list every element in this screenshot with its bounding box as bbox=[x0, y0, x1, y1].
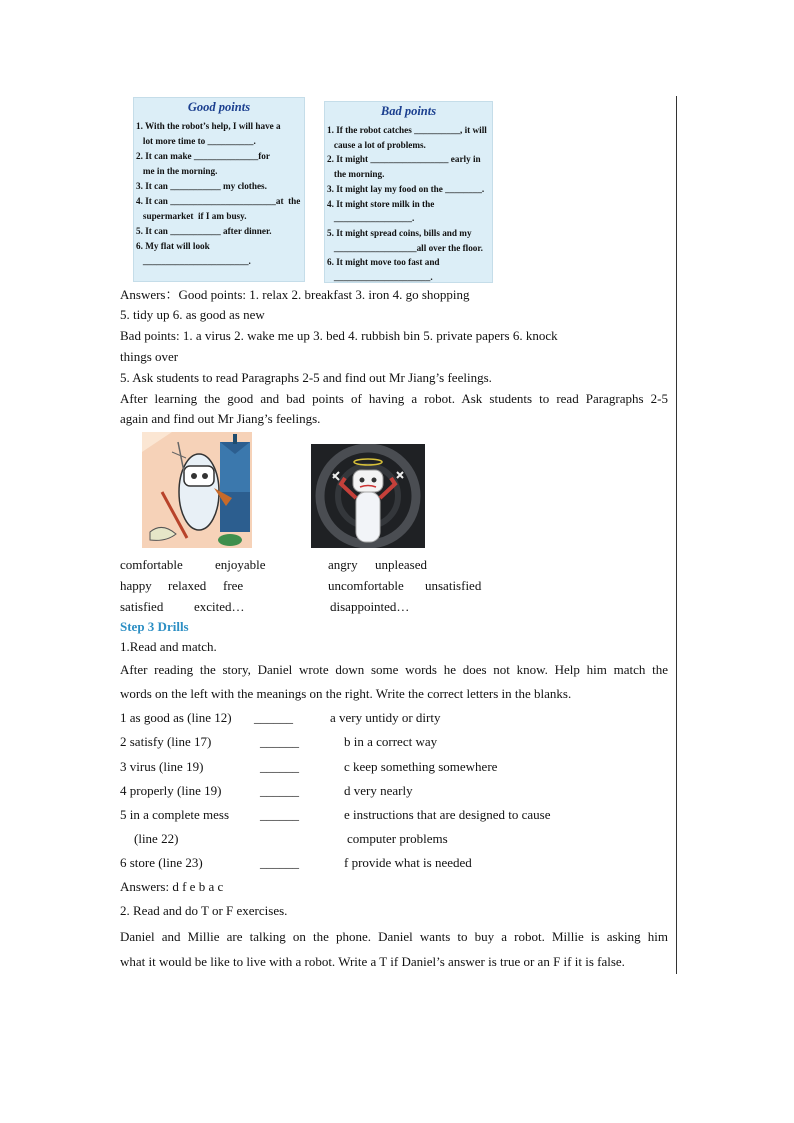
task1-para-line-2: words on the left with the meanings on the right. Write the correct letters in the blanks. bbox=[120, 686, 572, 701]
good-points-title: Good points bbox=[187, 100, 251, 114]
task2-heading: 2. Read and do T or F exercises. bbox=[120, 903, 288, 918]
match-blank: ______ bbox=[260, 783, 299, 798]
feeling-word: excited… bbox=[194, 599, 245, 614]
match-right: a very untidy or dirty bbox=[330, 710, 441, 725]
match-right: c keep something somewhere bbox=[344, 759, 498, 774]
bad-points-line: 5. It might spread coins, bills and my bbox=[327, 227, 472, 238]
bad-points-line: 3. It might lay my food on the ________. bbox=[327, 183, 485, 194]
task5-heading: 5. Ask students to read Paragraphs 2-5 and find out Mr Jiang’s feelings. bbox=[120, 370, 492, 385]
bad-points-title: Bad points bbox=[380, 104, 437, 118]
task1-heading: 1.Read and match. bbox=[120, 639, 217, 654]
feeling-word: disappointed… bbox=[330, 599, 410, 614]
step3-heading: Step 3 Drills bbox=[120, 619, 189, 634]
match-answers: Answers: d f e b a c bbox=[120, 879, 224, 894]
feeling-word: relaxed bbox=[168, 578, 207, 593]
bad-points-line: 6. It might move too fast and bbox=[327, 257, 440, 268]
good-points-line: 5. It can ___________ after dinner. bbox=[136, 226, 272, 236]
feeling-word: uncomfortable bbox=[328, 578, 404, 593]
good-points-line: 4. It can _______________________at the bbox=[136, 196, 301, 206]
bad-points-line: cause a lot of problems. bbox=[327, 139, 426, 150]
task2-para-line-2: what it would be like to live with a robot. Write a T if Daniel’s answer is true or an F if it is false. bbox=[120, 954, 625, 969]
bad-points-line: 4. It might store milk in the bbox=[327, 198, 435, 209]
match-right: computer problems bbox=[347, 831, 448, 846]
match-right: f provide what is needed bbox=[344, 855, 472, 870]
answers-bad-line-1: Bad points: 1. a virus 2. wake me up 3. bed 4. rubbish bin 5. private papers 6. knock bbox=[120, 328, 558, 343]
match-right: e instructions that are designed to cause bbox=[344, 807, 551, 822]
good-points-line: supermarket if I am busy. bbox=[136, 211, 247, 221]
angry-robot-illustration bbox=[311, 444, 425, 548]
match-left: 6 store (line 23) bbox=[120, 855, 203, 870]
match-left: (line 22) bbox=[134, 831, 179, 846]
good-points-line: 6. My flat will look bbox=[136, 241, 210, 251]
good-points-line: 2. It can make ______________for bbox=[136, 151, 270, 161]
answers-good-line-1: Answers：Good points: 1. relax 2. breakfast 3. iron 4. go shopping bbox=[120, 287, 470, 302]
match-left: 3 virus (line 19) bbox=[120, 759, 204, 774]
feeling-word: angry bbox=[328, 557, 358, 572]
bad-points-line: 2. It might _________________ early in bbox=[327, 154, 481, 165]
bad-points-line: 1. If the robot catches __________, it will bbox=[327, 125, 487, 135]
match-left: 5 in a complete mess bbox=[120, 807, 230, 822]
robot-chores-illustration bbox=[142, 432, 252, 548]
match-left: 2 satisfy (line 17) bbox=[120, 734, 212, 749]
feeling-word: unsatisfied bbox=[425, 578, 482, 593]
task5-para-line-1: After learning the good and bad points of having a robot. Ask students to read Paragraphs 2-5 bbox=[120, 391, 668, 406]
feeling-word: free bbox=[223, 578, 244, 593]
answers-good-line-2: 5. tidy up 6. as good as new bbox=[120, 307, 265, 322]
feeling-word: satisfied bbox=[120, 599, 164, 614]
feeling-word: comfortable bbox=[120, 557, 183, 572]
feeling-word: happy bbox=[120, 578, 152, 593]
match-blank: ______ bbox=[260, 855, 299, 870]
bad-points-line: __________________all over the floor. bbox=[327, 242, 483, 253]
match-right: b in a correct way bbox=[344, 734, 438, 749]
bad-points-card bbox=[324, 101, 493, 283]
match-left: 4 properly (line 19) bbox=[120, 783, 222, 798]
good-points-line: lot more time to __________. bbox=[136, 136, 256, 146]
task5-para-line-2: again and find out Mr Jiang’s feelings. bbox=[120, 411, 321, 426]
good-points-line: me in the morning. bbox=[136, 166, 218, 176]
task1-para-line-1: After reading the story, Daniel wrote down some words he does not know. Help him match the bbox=[120, 662, 668, 677]
match-blank: ______ bbox=[260, 734, 299, 749]
feeling-word: unpleased bbox=[375, 557, 427, 572]
match-right: d very nearly bbox=[344, 783, 413, 798]
bad-points-line: _________________. bbox=[327, 213, 415, 224]
match-blank: ______ bbox=[260, 807, 299, 822]
match-left: 1 as good as (line 12) bbox=[120, 710, 232, 725]
good-points-line: 1. With the robot’s help, I will have a bbox=[136, 121, 281, 131]
match-blank: ______ bbox=[254, 710, 293, 725]
bad-points-line: the morning. bbox=[327, 169, 385, 180]
match-blank: ______ bbox=[260, 759, 299, 774]
good-points-line: 3. It can ___________ my clothes. bbox=[136, 181, 267, 191]
bad-points-line: _____________________. bbox=[327, 272, 433, 283]
good-points-card bbox=[133, 97, 305, 282]
task2-para-line-1: Daniel and Millie are talking on the phone. Daniel wants to buy a robot. Millie is asking him bbox=[120, 929, 668, 944]
answers-bad-line-2: things over bbox=[120, 349, 179, 364]
page-margin-line bbox=[676, 96, 677, 974]
good-points-line: _______________________. bbox=[136, 256, 251, 266]
feeling-word: enjoyable bbox=[215, 557, 266, 572]
